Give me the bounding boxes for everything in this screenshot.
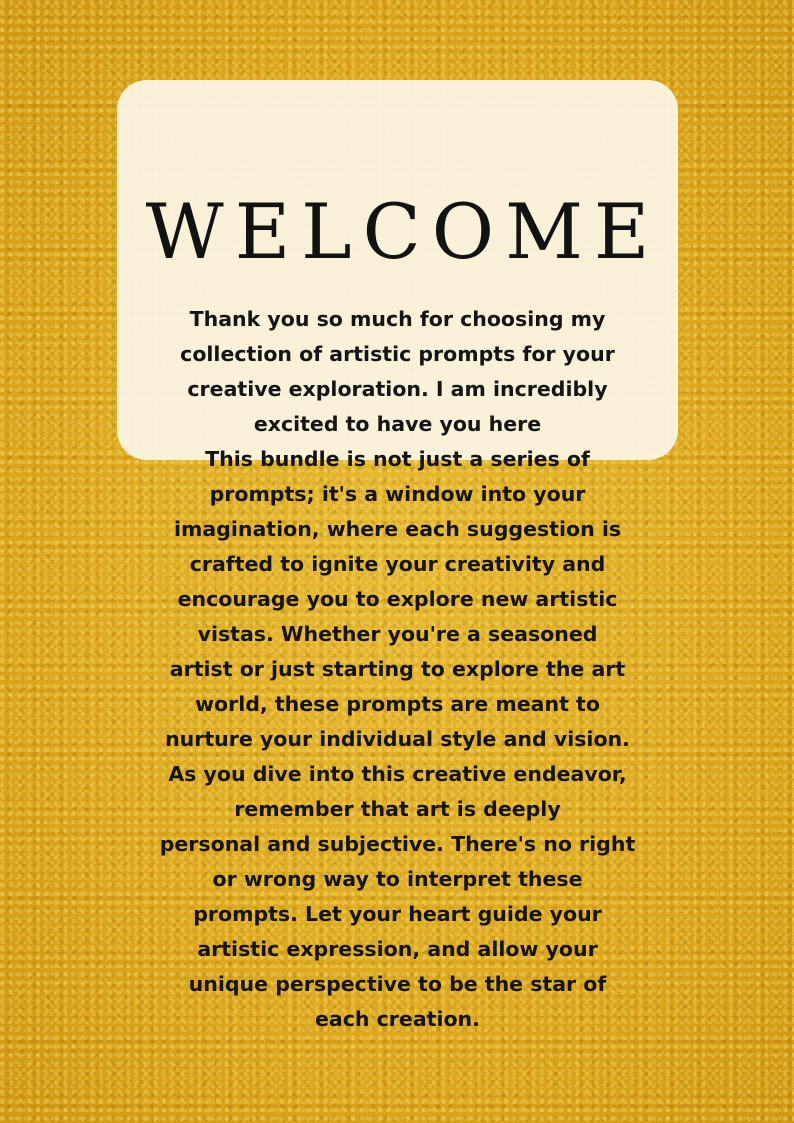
welcome-title: WELCOME: [145, 187, 661, 276]
welcome-message: Thank you so much for choosing my collection of artistic prompts for your creative exploration. I am incredibly excited to have you here This bundle is not just a series of prompts; it's a window into your imagination, where each suggestion is crafted to ignite your creativity and encourage you to explore new artistic vistas. Whether you're a seasoned artist or just starting to explore the art world, these prompts are meant to nurture your individual style and vision. As you dive into this creative endeavor, remember that art is deeply personal and subjective. There's no right or wrong way to interpret these prompts. Let your heart guide your artistic expression, and allow your unique perspective to be the star of each creation.: [159, 307, 636, 1031]
